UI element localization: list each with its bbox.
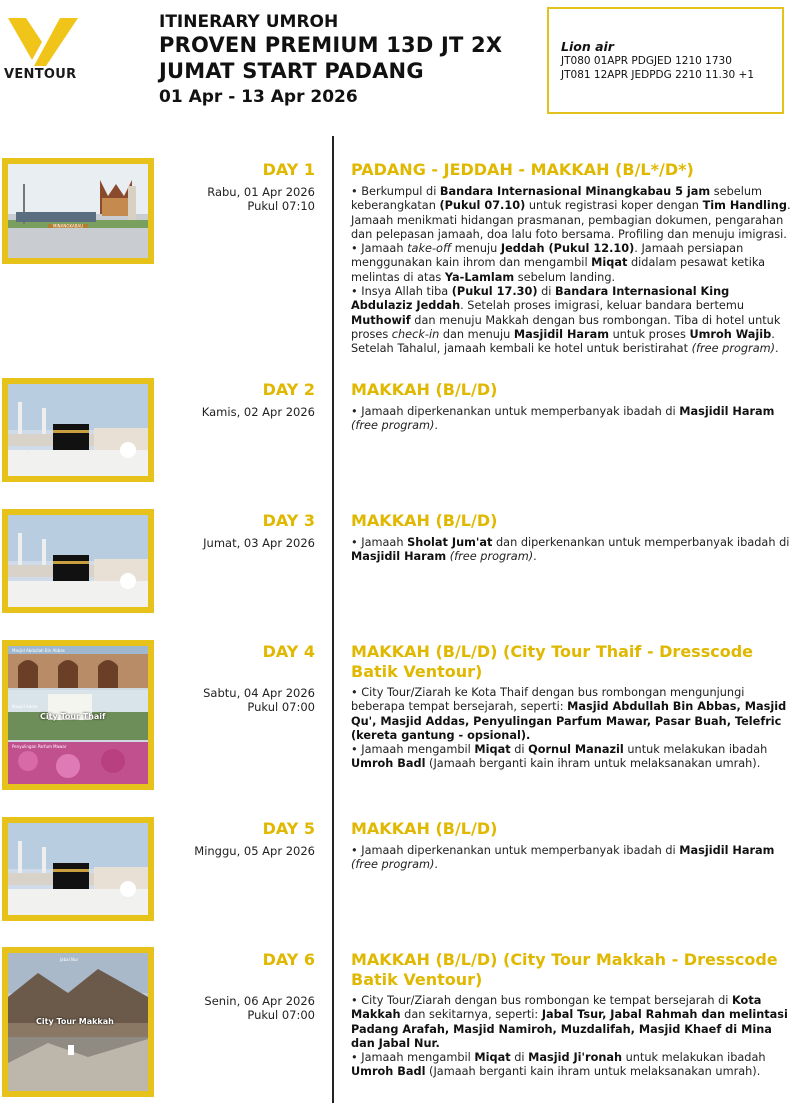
text: • Jamaah mengambil <box>351 743 475 757</box>
day-title: MAKKAH (B/L/D) <box>351 511 498 530</box>
day-description <box>351 536 791 565</box>
day-label: DAY 3 <box>262 511 315 530</box>
text: Jeddah (Pukul 12.10) <box>500 242 635 256</box>
text: . <box>533 550 537 564</box>
text: (Jamaah berganti kain ihram untuk melaksanakan umrah). <box>425 757 761 771</box>
text: Masjid Ji'ronah <box>528 1051 623 1065</box>
day-photo-kaaba <box>2 509 154 613</box>
airline-name: Lion air <box>561 39 614 54</box>
text: • Jamaah <box>351 536 408 549</box>
paragraph <box>351 285 791 356</box>
text: Kota Makkah <box>351 994 762 1022</box>
text: . Setelah Tahalul, jamaah kembali ke hotel untuk beristirahat <box>351 327 775 356</box>
paragraph <box>351 743 791 772</box>
text: didalam pesawat ketika melintas di atas <box>351 256 766 284</box>
day-time-text: Pukul 07:00 <box>247 1008 315 1022</box>
ventour-logo <box>4 16 82 86</box>
day-photo-makkah <box>2 947 154 1097</box>
day-date-text: Sabtu, 04 Apr 2026 <box>203 686 315 700</box>
paragraph <box>351 844 791 873</box>
day-description <box>351 405 791 434</box>
flight-return: JT081 12APR JEDPDG 2210 11.30 +1 <box>561 69 755 81</box>
text: (free program) <box>351 858 435 872</box>
day-description <box>351 844 791 873</box>
text: Masjidil Haram <box>679 405 775 418</box>
paragraph <box>351 686 791 743</box>
text: Umroh Badl <box>351 1065 426 1079</box>
text: . <box>775 342 779 356</box>
text: untuk registrasi koper dengan <box>525 199 703 213</box>
itinerary-header <box>159 12 529 108</box>
day-description <box>351 994 791 1080</box>
day-date-text: Jumat, 03 Apr 2026 <box>203 536 315 550</box>
day-date <box>207 185 315 213</box>
text: . Jamaah persiapan menggunakan kain ihrom dan mengambil <box>351 242 744 270</box>
text: Muthowif <box>351 313 411 327</box>
kaaba-photo-icon <box>8 823 148 915</box>
text: di <box>537 285 556 299</box>
day-label: DAY 6 <box>262 950 315 969</box>
text: untuk proses <box>609 327 690 341</box>
day-time-text: Pukul 07:10 <box>247 199 315 213</box>
day-title: MAKKAH (B/L/D) (City Tour Makkah - Dresscode Batik Ventour) <box>351 950 778 989</box>
text: Miqat <box>591 256 628 270</box>
day-title: MAKKAH (B/L/D) <box>351 819 498 838</box>
paragraph <box>351 405 791 434</box>
city-tour-caption: City Tour Thaif <box>40 712 106 721</box>
airport-photo-icon <box>8 164 148 258</box>
text: (Pukul 07.10) <box>439 199 526 213</box>
text: untuk melakukan ibadah <box>623 743 768 757</box>
day-label: DAY 4 <box>262 642 315 661</box>
day-date <box>194 844 315 858</box>
text: untuk melakukan ibadah <box>622 1051 766 1065</box>
text: • City Tour/Ziarah ke Kota Thaif dengan bus rombongan mengunjungi beberapa tempat bersejarah, seperti: <box>351 686 745 714</box>
ventour-y-logo-icon <box>8 16 78 68</box>
text: • City Tour/Ziarah dengan bus rombongan ke tempat bersejarah di <box>351 994 732 1007</box>
text: • Jamaah diperkenankan untuk memperbanyak ibadah di <box>351 405 680 418</box>
day-time-text: Pukul 07:00 <box>247 700 315 714</box>
flight-departure: JT080 01APR PDGJED 1210 1730 <box>561 55 732 67</box>
text: Miqat <box>474 1051 511 1065</box>
text: Ya-Lamlam <box>444 270 515 284</box>
kaaba-photo-icon <box>8 384 148 476</box>
text: check-in <box>391 327 440 341</box>
text: . Setelah proses imigrasi, keluar bandara bertemu <box>460 299 744 313</box>
paragraph <box>351 994 791 1051</box>
flight-info-box <box>547 7 784 114</box>
text: Umroh Wajib <box>689 327 772 341</box>
text: Jabal Tsur, Jabal Rahmah dan melintasi Padang Arafah, Masjid Namiroh, Muzdalifah, Masjid Khaef di Mina dan Jabal Nur. <box>351 1008 788 1050</box>
day-title: MAKKAH (B/L/D) <box>351 380 498 399</box>
photo-caption-bottom: Penyulingan Parfum Mawar <box>12 744 67 749</box>
day-photo-kaaba <box>2 378 154 482</box>
date-range: 01 Apr - 13 Apr 2026 <box>159 87 358 107</box>
text: take-off <box>407 242 452 256</box>
day-label: DAY 1 <box>262 160 315 179</box>
text: Masjidil Haram <box>679 844 775 857</box>
paragraph <box>351 185 791 242</box>
brand-name: VENTOUR <box>4 67 77 82</box>
text: Masjidil Haram <box>351 550 447 564</box>
text: (Pukul 17.30) <box>451 285 538 299</box>
text: . Jamaah menikmati hidangan prasmanan, pembagian dokumen, pengarahan dan pelepasan jamaah, doa lalu foto bersama. Profiling dan menuju imigrasi. <box>351 199 791 241</box>
day-photo-airport <box>2 158 154 264</box>
day-date-text: Kamis, 02 Apr 2026 <box>201 405 315 419</box>
text: (free program) <box>691 342 776 356</box>
text: dan menuju <box>439 327 514 341</box>
text: Umroh Badl <box>351 757 426 771</box>
day-title: PADANG - JEDDAH - MAKKAH (B/L*/D*) <box>351 160 694 179</box>
day-date-text: Minggu, 05 Apr 2026 <box>194 844 315 858</box>
text: Bandara Internasional King Abdulaziz Jeddah <box>351 285 730 313</box>
itinerary-label: ITINERARY UMROH <box>159 12 339 32</box>
text: sebelum landing. <box>514 270 616 284</box>
day-date <box>202 405 315 419</box>
text: Masjidil Haram <box>513 327 610 341</box>
text: (Jamaah berganti kain ihram untuk melaksanakan umrah). <box>425 1065 761 1079</box>
package-name: PROVEN PREMIUM 13D JT 2X <box>159 33 503 57</box>
package-subtitle: JUMAT START PADANG <box>159 59 424 83</box>
text: . <box>434 858 438 872</box>
text: Qornul Manazil <box>528 743 624 757</box>
text: Miqat <box>474 743 511 757</box>
paragraph <box>351 242 791 285</box>
text: di <box>510 743 529 757</box>
text: • Insya Allah tiba <box>351 285 452 299</box>
text: menuju <box>451 242 501 256</box>
photo-caption-top: Jabal Nur <box>60 957 79 962</box>
text: Masjid Abdullah Bin Abbas, Masjid Qu', Masjid Addas, Penyulingan Parfum Mawar, Pasar Buah, Telefric (kereta gantung - opsional). <box>351 700 787 742</box>
text: dan diperkenankan untuk memperbanyak ibadah di <box>492 536 790 549</box>
day-date-text: Rabu, 01 Apr 2026 <box>207 185 315 199</box>
day-photo-kaaba <box>2 817 154 921</box>
timeline-divider <box>332 136 334 1103</box>
day-description <box>351 686 791 772</box>
kaaba-photo-icon <box>8 515 148 607</box>
day-description <box>351 185 791 357</box>
day-date-text: Senin, 06 Apr 2026 <box>204 994 315 1008</box>
city-tour-caption: City Tour Makkah <box>36 1017 114 1026</box>
text: • Jamaah diperkenankan untuk memperbanyak ibadah di <box>351 844 680 857</box>
day-title: MAKKAH (B/L/D) (City Tour Thaif - Dresscode Batik Ventour) <box>351 642 753 681</box>
text: (free program) <box>351 419 435 433</box>
day-label: DAY 2 <box>262 380 315 399</box>
paragraph <box>351 536 791 565</box>
text: . <box>434 419 438 433</box>
day-date <box>204 994 315 1022</box>
text: dan menuju Makkah dengan bus rombongan. Tiba di hotel untuk proses <box>351 313 781 341</box>
photo-caption-top: Masjid Abdullah Bin Abbas <box>12 648 65 653</box>
text: sebelum keberangkatan <box>351 185 763 213</box>
day-date <box>203 536 315 550</box>
paragraph <box>351 1051 791 1080</box>
day-label: DAY 5 <box>262 819 315 838</box>
day-photo-thaif <box>2 640 154 790</box>
text: • Jamaah mengambil <box>351 1051 475 1065</box>
text: (free program) <box>446 550 534 564</box>
text: Tim Handling <box>702 199 787 213</box>
text: di <box>510 1051 529 1065</box>
airport-sign-text: MINANGKABAU <box>53 223 84 229</box>
photo-caption-mid: Masjid Addas <box>12 704 39 709</box>
text: • Berkumpul di <box>351 185 440 198</box>
text: Bandara Internasional Minangkabau 5 jam <box>439 185 711 198</box>
day-date <box>203 686 315 714</box>
text: dan sekitarnya, seperti: <box>400 1008 542 1022</box>
text: • Jamaah <box>351 242 408 256</box>
text: Sholat Jum'at <box>407 536 493 549</box>
